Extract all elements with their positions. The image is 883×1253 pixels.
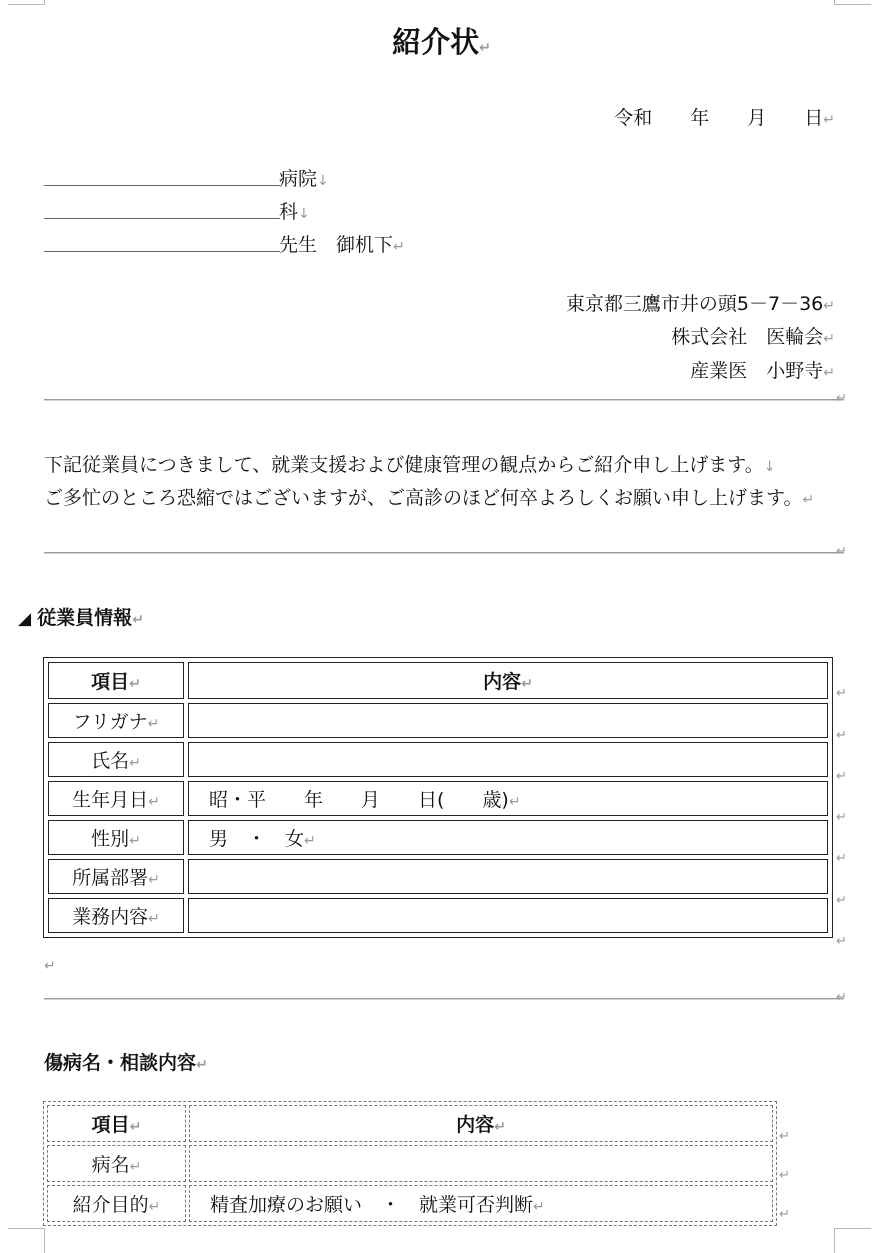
row-end-mark: ↵ [836, 769, 847, 784]
row-label-disease: 病名↵ [47, 1145, 186, 1182]
table-row [48, 820, 828, 855]
empty-paragraph-mark: ↵ [44, 958, 56, 974]
diagnosis-table [43, 1101, 777, 1226]
row-value-name[interactable] [188, 742, 828, 777]
hospital-suffix: 病院↓ [279, 168, 329, 190]
divider-3 [44, 998, 844, 1000]
table-row [48, 703, 828, 738]
header-content: 内容↵ [188, 662, 828, 699]
row-end-mark: ↵ [836, 851, 847, 866]
row-end-mark: ↵ [836, 686, 847, 701]
row-label-department: 所属部署↵ [48, 859, 184, 894]
divider-2-mark: ↵ [836, 544, 847, 559]
sender-address: 東京都三鷹市井の頭5－7－36↵ [565, 293, 835, 315]
hospital-name-blank[interactable] [44, 164, 280, 186]
table-row [47, 1185, 773, 1222]
header-content: 内容↵ [189, 1105, 773, 1142]
row-end-mark: ↵ [779, 1129, 790, 1144]
table-row [48, 742, 828, 777]
row-label-name: 氏名↵ [48, 742, 184, 777]
row-value-duties[interactable] [188, 898, 828, 933]
department-suffix: 科↓ [279, 201, 310, 223]
row-label-purpose: 紹介目的↵ [47, 1185, 186, 1222]
table-row [48, 781, 828, 816]
row-end-mark: ↵ [836, 810, 847, 825]
section-diagnosis-heading: 傷病名・相談内容↵ [44, 1052, 208, 1074]
section-employee-heading: ◢ 従業員情報↵ [18, 607, 144, 629]
divider-1-mark: ↵ [836, 391, 847, 406]
row-end-mark: ↵ [836, 893, 847, 908]
sender-company: 株式会社 医輪会↵ [671, 326, 835, 348]
corner-mark-bottom-right [834, 1228, 871, 1253]
row-label-duties: 業務内容↵ [48, 898, 184, 933]
corner-mark-bottom-left [8, 1228, 45, 1253]
row-label-gender: 性別↵ [48, 820, 184, 855]
triangle-marker-icon: ◢ [18, 609, 32, 629]
table-header-row [48, 662, 828, 699]
row-end-mark: ↵ [779, 1168, 790, 1183]
department-name-blank[interactable] [44, 197, 280, 219]
header-item: 項目↵ [47, 1105, 186, 1142]
divider-1 [44, 399, 844, 401]
corner-mark-top-right [834, 0, 871, 5]
row-value-furigana[interactable] [188, 703, 828, 738]
sender-doctor: 産業医 小野寺↵ [690, 360, 835, 382]
divider-3-mark: ↵ [836, 990, 847, 1005]
row-value-department[interactable] [188, 859, 828, 894]
corner-mark-top-left [8, 0, 45, 5]
doctor-suffix: 先生 御机下↵ [279, 234, 405, 256]
doctor-name-blank[interactable] [44, 230, 280, 252]
row-value-purpose[interactable]: 精査加療のお願い ・ 就業可否判断↵ [189, 1185, 773, 1222]
table-header-row [47, 1105, 773, 1142]
row-label-birthdate: 生年月日↵ [48, 781, 184, 816]
row-end-mark: ↵ [836, 934, 847, 949]
divider-2 [44, 552, 844, 554]
body-line-1: 下記従業員につきまして、就業支援および健康管理の観点からご紹介申し上げます。↓ [44, 454, 776, 476]
table-row [48, 859, 828, 894]
row-value-gender[interactable]: 男 ・ 女↵ [188, 820, 828, 855]
date-line: 令和 年 月 日↵ [614, 107, 835, 129]
table-row [47, 1145, 773, 1182]
row-label-furigana: フリガナ↵ [48, 703, 184, 738]
row-end-mark: ↵ [836, 728, 847, 743]
body-line-2: ご多忙のところ恐縮ではございますが、ご高診のほど何卒よろしくお願い申し上げます。↵ [44, 487, 815, 509]
employee-info-table [43, 657, 833, 938]
row-value-disease[interactable] [189, 1145, 773, 1182]
row-value-birthdate[interactable]: 昭・平 年 月 日( 歳)↵ [188, 781, 828, 816]
row-end-mark: ↵ [779, 1207, 790, 1222]
header-item: 項目↵ [48, 662, 184, 699]
document-title: 紹介状↵ [392, 25, 491, 59]
table-row [48, 898, 828, 933]
